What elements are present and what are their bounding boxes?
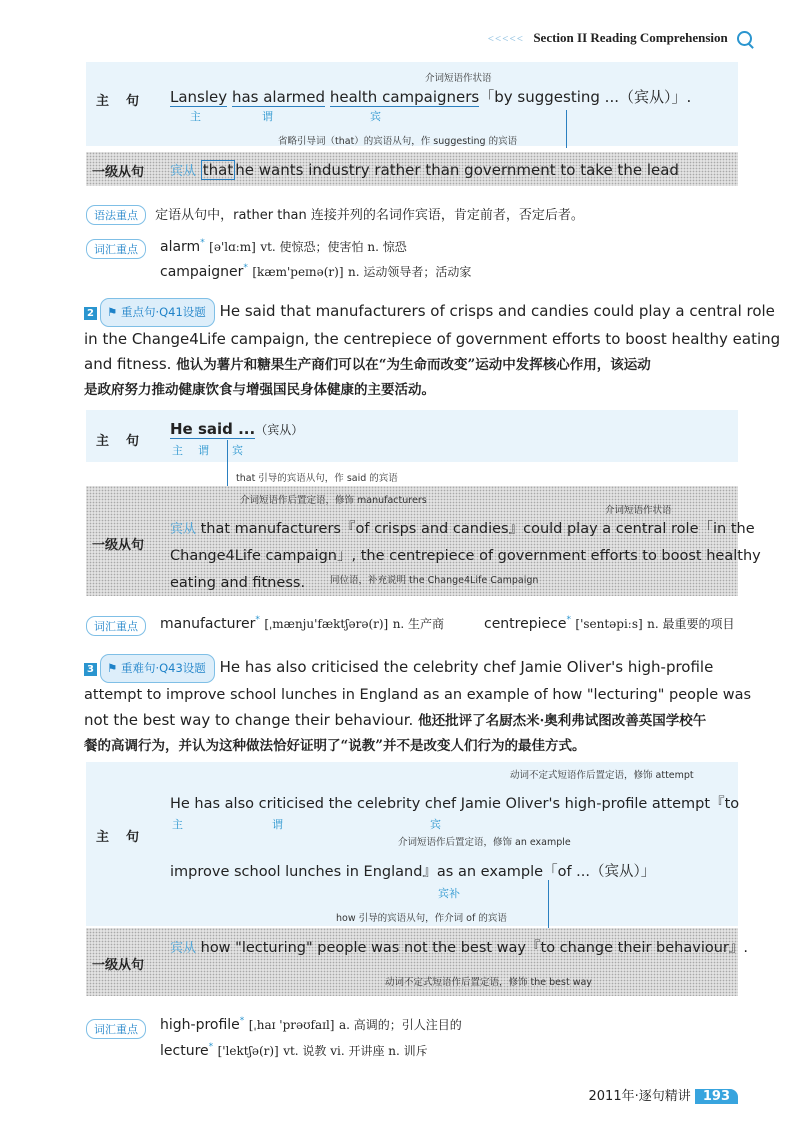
s3-main-line2: improve school lunches in England』as an example「of ...（宾从）」 — [170, 864, 656, 880]
s1-role-verb: 谓 — [262, 110, 273, 123]
s3-role-subject: 主 — [172, 818, 183, 831]
s1-grammar-tag: 语法重点 — [86, 205, 146, 225]
vocab-word: high-profile — [160, 1017, 240, 1033]
s3-note-inf: 动词不定式短语作后置定语，修饰 attempt — [510, 770, 694, 781]
s1-main-sentence — [170, 86, 691, 107]
s2-en-line2: in the Change4Life campaign, the centrepiece of government efforts to boost healthy eating — [84, 330, 781, 348]
s2-connector — [227, 440, 228, 486]
page-number: 193 — [695, 1089, 738, 1104]
s1-vocab-item — [160, 263, 471, 280]
s2-sub-line2: Change4Life campaign」, the centrepiece of government efforts to boost healthy — [170, 548, 761, 564]
s2-note-appos: 同位语，补充说明 the Change4Life Campaign — [330, 575, 539, 586]
footer-text: 2011年·逐句精讲 — [588, 1089, 691, 1104]
s2-number: 2 — [84, 307, 97, 320]
vocab-phonetic: [ˌhaɪ 'prəʊfaɪl] — [248, 1018, 335, 1032]
s2-main-tag: （宾从） — [255, 423, 304, 437]
s3-zh-line1: 他还批评了名厨杰米·奥利弗试图改善英国学校午 — [418, 713, 707, 729]
s3-number: 3 — [84, 663, 97, 676]
s3-paragraph — [84, 654, 752, 759]
s3-en-line1: He has also criticised the celebrity chef Jamie Oliver's high-profile — [219, 658, 714, 676]
s2-role-verb: 谓 — [198, 444, 209, 457]
page-footer — [589, 1085, 739, 1104]
s3-role-complement: 宾补 — [438, 887, 460, 900]
s3-clause-tag: 宾从 — [170, 941, 197, 956]
s3-main-label: 主 句 — [96, 830, 142, 845]
vocab-word: alarm — [160, 239, 201, 255]
s2-note-pp2: 介词短语作状语 — [605, 505, 672, 516]
s1-vocab-tag-wrap — [86, 238, 146, 259]
s3-vocab-tag-wrap — [86, 1018, 146, 1039]
s3-sub-line: how "lecturing" people was not the best way『to change their behaviour』. — [200, 940, 748, 956]
search-icon — [737, 31, 752, 46]
vocab-definition: n. 生产商 — [392, 617, 445, 631]
s3-vocab-item — [160, 1042, 428, 1059]
s2-role-subject: 主 — [172, 444, 183, 457]
vocab-phonetic: ['lektʃə(r)] — [217, 1044, 279, 1058]
header-arrows: <<<<< — [487, 33, 525, 45]
vocab-definition: vt. 使惊恐；使害怕 n. 惊恐 — [260, 240, 407, 254]
s2-paragraph — [84, 298, 781, 403]
s3-note-pp: 介词短语作后置定语，修饰 an example — [398, 837, 571, 848]
vocab-word: centrepiece — [484, 616, 567, 632]
vocab-definition: n. 最重要的项目 — [647, 617, 735, 631]
s3-main-line1: He has also criticised the celebrity chef Jamie Oliver's high-profile attempt『to — [170, 796, 740, 812]
page-header — [488, 30, 752, 46]
star-icon: * — [239, 1016, 245, 1026]
s2-main-label: 主 句 — [96, 434, 142, 449]
s3-zh-line2: 餐的高调行为，并认为这种做法恰好证明了“说教”并不是改变人们行为的最佳方式。 — [84, 738, 586, 754]
star-icon: * — [243, 263, 248, 273]
s1-clause-tag: 宾从 — [170, 164, 197, 179]
s1-grammar-text: 定语从句中，rather than 连接并列的名词作宾语，肯定前者，否定后者。 — [155, 208, 584, 223]
s3-note-inf2: 动词不定式短语作后置定语，修饰 the best way — [385, 977, 592, 988]
s2-vocab-tag-wrap — [86, 615, 146, 636]
s2-vocab-tag: 词汇重点 — [86, 616, 146, 636]
s2-clause-tag: 宾从 — [170, 522, 197, 537]
s1-sub-label: 一级从句 — [92, 165, 145, 180]
vocab-phonetic: [ə'lɑːm] — [209, 240, 256, 254]
s1-verb: has alarmed — [231, 88, 326, 106]
s2-main-text: He said ... — [170, 420, 256, 438]
s2-vocab-item — [160, 615, 444, 632]
s1-vocab-tag: 词汇重点 — [86, 239, 146, 259]
star-icon: * — [208, 1042, 214, 1052]
s2-sub-line1: that manufacturers『of crisps and candies』could play a central role「in the — [200, 521, 755, 537]
s1-note-omit: 省略引导词（that）的宾语从句，作 suggesting 的宾语 — [278, 136, 518, 147]
s2-en-line1: He said that manufacturers of crisps and candies could play a central role — [219, 302, 775, 320]
s3-badge: ⚑ 重难句·Q43设题 — [100, 654, 215, 683]
s2-role-object: 宾 — [232, 444, 243, 457]
s3-connector — [548, 880, 549, 928]
s2-main-sentence — [170, 420, 303, 438]
s3-en-line3: not the best way to change their behaviour. — [84, 711, 414, 729]
s1-note-pp: 介词短语作状语 — [425, 73, 492, 84]
vocab-definition: vt. 说教 vi. 开讲座 n. 训斥 — [283, 1044, 428, 1058]
vocab-word: manufacturer — [160, 616, 256, 632]
s3-sub-label: 一级从句 — [92, 958, 145, 973]
vocab-phonetic: [kæm'peɪnə(r)] — [252, 265, 344, 279]
s2-zh-line1: 他认为薯片和糖果生产商们可以在“为生命而改变”运动中发挥核心作用，该运动 — [176, 357, 651, 373]
s1-role-subject: 主 — [190, 110, 201, 123]
vocab-phonetic: ['sentəpiːs] — [575, 617, 643, 631]
s2-en-line3: and fitness. — [84, 355, 172, 373]
s3-role-object: 宾 — [430, 818, 441, 831]
s2-zh-line2: 是政府努力推动健康饮食与增强国民身体健康的主要活动。 — [84, 382, 435, 398]
s1-sub-sentence — [170, 160, 679, 179]
s1-vocab-item — [160, 238, 407, 255]
s2-vocab-item — [484, 615, 735, 632]
s1-main-label: 主 句 — [96, 94, 142, 109]
star-icon: * — [255, 615, 260, 625]
s2-badge: ⚑ 重点句·Q41设题 — [100, 298, 215, 327]
s3-vocab-item — [160, 1016, 462, 1033]
s2-note-pp1: 介词短语作后置定语，修饰 manufacturers — [240, 495, 427, 506]
section-title: Section II Reading Comprehension — [533, 30, 728, 45]
s1-main-rest: 「by suggesting ...（宾从）」. — [479, 88, 692, 106]
s1-connector — [566, 110, 567, 148]
s2-note-that: that 引导的宾语从句，作 said 的宾语 — [236, 473, 398, 484]
star-icon: * — [200, 238, 205, 248]
s1-that: that — [202, 161, 234, 179]
s3-note-how: how 引导的宾语从句，作介词 of 的宾语 — [336, 913, 507, 924]
s3-vocab-tag: 词汇重点 — [86, 1019, 146, 1039]
s3-en-line2: attempt to improve school lunches in England as an example of how "lecturing" people was — [84, 687, 752, 703]
s1-grammar-row — [86, 204, 584, 225]
s2-sub-label: 一级从句 — [92, 538, 145, 553]
s1-sub-rest: he wants industry rather than government to take the lead — [235, 161, 679, 179]
vocab-word: campaigner — [160, 264, 244, 280]
vocab-phonetic: [ˌmænju'fæktʃərə(r)] — [264, 617, 389, 631]
s2-sub-line3: eating and fitness. — [170, 575, 306, 591]
star-icon: * — [566, 615, 571, 625]
s1-role-object: 宾 — [370, 110, 381, 123]
vocab-definition: n. 运动领导者；活动家 — [347, 265, 472, 279]
s1-object: health campaigners — [329, 88, 480, 106]
s3-sub-sentence — [170, 936, 748, 957]
vocab-word: lecture — [160, 1043, 209, 1059]
s3-role-verb: 谓 — [272, 818, 283, 831]
s1-subject: Lansley — [170, 88, 228, 106]
vocab-definition: a. 高调的；引人注目的 — [338, 1018, 462, 1032]
